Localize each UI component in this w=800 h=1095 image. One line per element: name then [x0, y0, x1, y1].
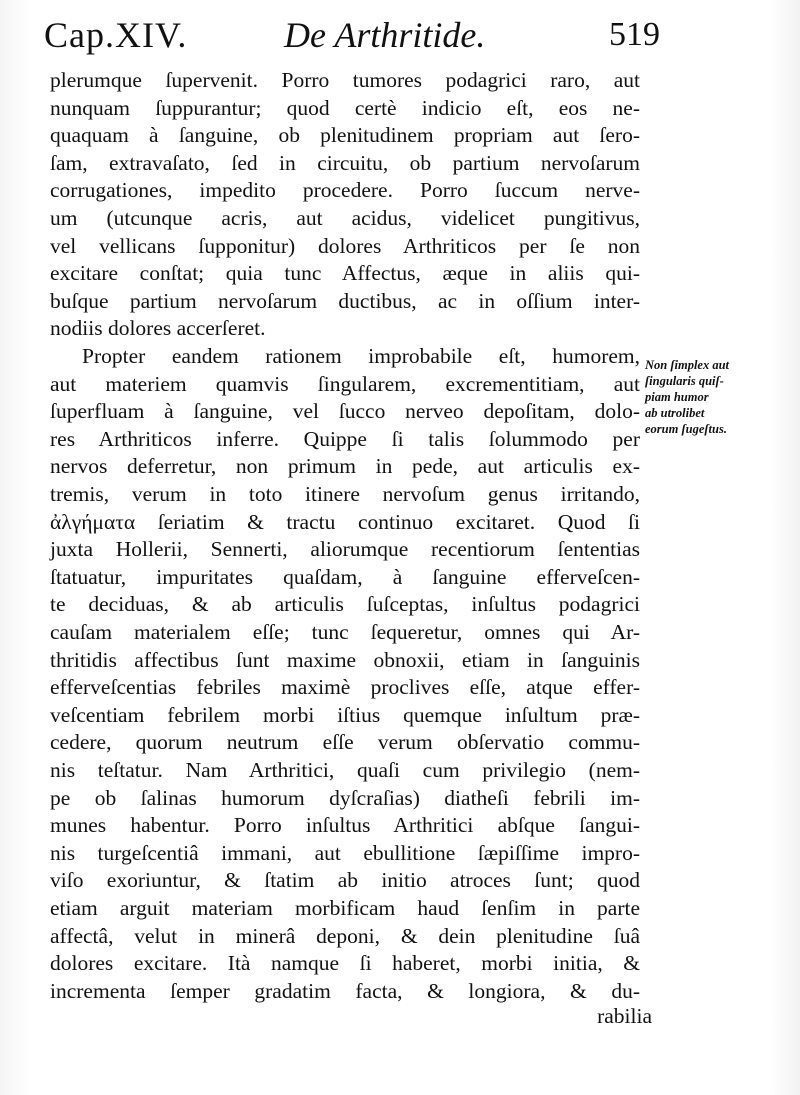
running-header: [44, 14, 664, 66]
text-line: nervos deferretur, non primum in pede, aut articulis ex-: [50, 454, 640, 479]
text-line: nodiis dolores accerſeret.: [50, 316, 266, 341]
text-line: dolores excitare. Ità namque ſi haberet, morbi initia, &: [50, 951, 640, 976]
text-line: Propter eandem rationem improbabile eſt, humorem,: [82, 344, 640, 368]
text-line: tremis, verum in toto itinere nervoſum genus irritando,: [50, 482, 640, 506]
chapter-label: Cap.XIV.: [44, 15, 188, 55]
text-line: buſque partium nervoſarum ductibus, ac in oſſium inter-: [50, 288, 640, 313]
text-line: nis turgeſcentiâ immani, aut ebullitione ſæpiſſime impro-: [50, 840, 640, 865]
text-line: plerumque ſupervenit. Porro tumores podagrici raro, aut: [50, 68, 640, 92]
text-line: incrementa ſemper gradatim facta, & longiora, & du-: [50, 978, 640, 1003]
text-line: ſuperfluam à ſanguine, vel ſucco nerveo depoſitam, dolo-: [50, 399, 640, 424]
text-line: affectâ, velut in minerâ deponi, & dein plenitudine ſuâ: [50, 923, 640, 948]
text-line: ſtatuatur, impuritates quaſdam, à ſanguine efferveſcen-: [50, 564, 640, 589]
text-line: quaquam à ſanguine, ob plenitudinem propriam aut ſero-: [50, 123, 640, 148]
text-line: aut materiem quamvis ſingularem, excrementitiam, aut: [50, 371, 640, 396]
text-line: thritidis affectibus ſunt maxime obnoxii, etiam in ſanguinis: [50, 647, 640, 672]
text-line: um (utcunque acris, aut acidus, videlicet pungitivus,: [50, 206, 640, 230]
marginal-note-line: Non ſimplex aut: [645, 358, 730, 372]
chapter-title: De Arthritide.: [284, 15, 486, 55]
text-line: cauſam materialem eſſe; tunc ſequeretur, omnes qui Ar-: [50, 620, 640, 644]
text-line: nunquam ſuppurantur; quod certè indicio eſt, eos ne-: [50, 95, 640, 120]
text-line: etiam arguit materiam morbificam haud ſenſim in parte: [50, 896, 640, 920]
marginal-note-line: eorum ſugeſtus.: [645, 422, 727, 436]
text-line: ἀλγήματα ſeriatim & tractu continuo excitaret. Quod ſi: [50, 509, 640, 534]
page-number: 519: [609, 16, 660, 53]
text-line: juxta Hollerii, Sennerti, aliorumque recentiorum ſententias: [50, 537, 640, 562]
text-line: munes habentur. Porro inſultus Arthritici abſque ſangui-: [50, 813, 640, 838]
marginal-note-line: ſingularis quiſ-: [645, 374, 724, 388]
text-line: excitare conſtat; quia tunc Affectus, æque in aliis qui-: [50, 261, 640, 286]
text-line: efferveſcentias febriles maximè proclives eſſe, atque effer-: [50, 675, 640, 700]
text-line: res Arthriticos inferre. Quippe ſi talis ſolummodo per: [50, 426, 640, 451]
text-line: te deciduas, & ab articulis ſuſceptas, inſultus podagrici: [50, 592, 640, 617]
marginal-note-line: ab utrolibet: [645, 406, 705, 420]
text-line: corrugationes, impedito procedere. Porro ſuccum nerve-: [50, 178, 640, 203]
text-line: nis teſtatur. Nam Arthritici, quaſi cum privilegio (nem-: [50, 758, 640, 782]
marginal-note: [645, 357, 795, 437]
marginal-note-line: piam humor: [645, 390, 709, 404]
text-line: veſcentiam febrilem morbi iſtius quemque inſultum præ-: [50, 702, 640, 727]
catchword: rabilia: [597, 1004, 652, 1029]
text-line: pe ob ſalinas humorum dyſcraſias) diatheſi febrili im-: [50, 785, 640, 810]
text-line: cedere, quorum neutrum eſſe verum obſervatio commu-: [50, 730, 640, 755]
text-line: viſo exoriuntur, & ſtatim ab initio atroces ſunt; quod: [50, 868, 640, 893]
text-line: ſam, extravaſato, ſed in circuitu, ob partium nervoſarum: [50, 150, 640, 175]
text-line: vel vellicans ſupponitur) dolores Arthriticos per ſe non: [50, 233, 640, 258]
